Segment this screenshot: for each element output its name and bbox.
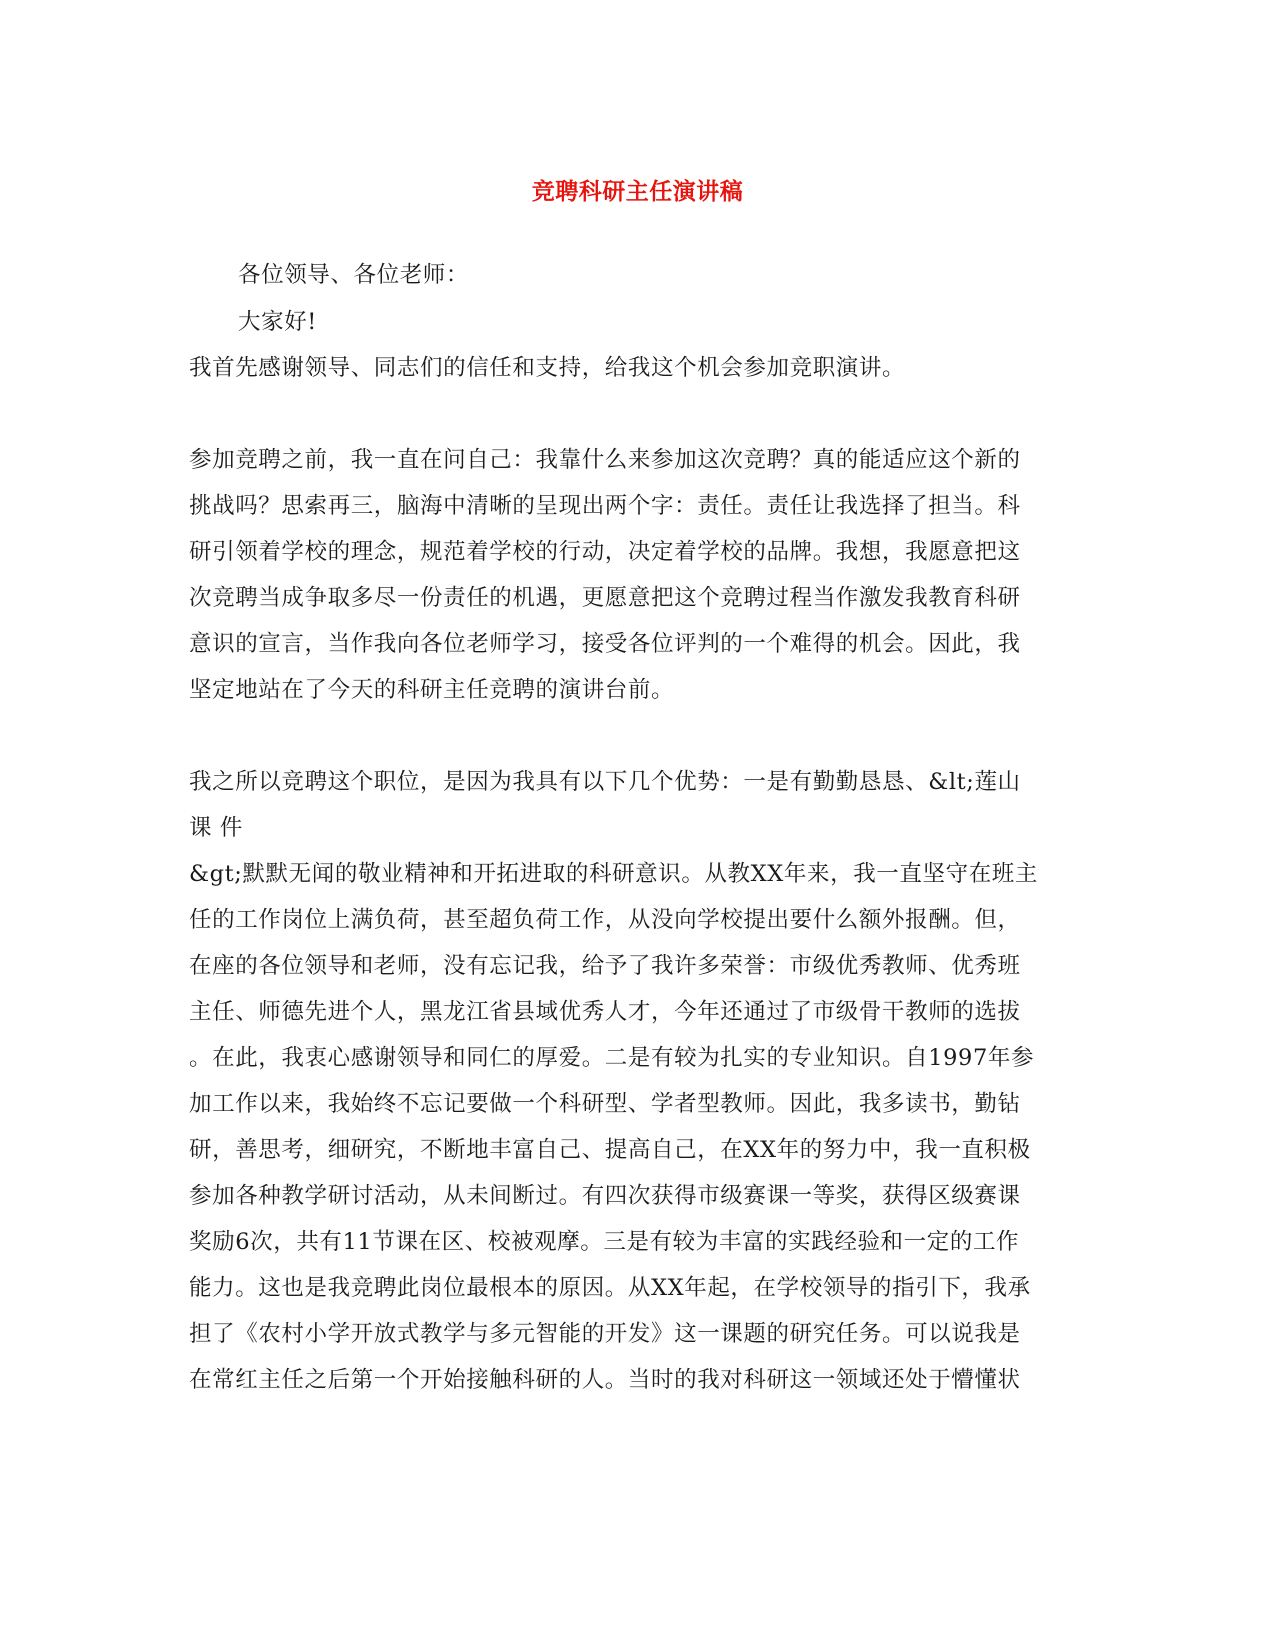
paragraph-line: 课 件 (189, 815, 243, 841)
paragraph-line: 参加各种教学研讨活动，从未间断过。有四次获得市级赛课一等奖，获得区级赛课 (189, 1183, 1021, 1209)
paragraph-line: 我首先感谢领导、同志们的信任和支持，给我这个机会参加竞职演讲。 (189, 355, 906, 381)
paragraph-line: 。在此，我衷心感谢领导和同仁的厚爱。二是有较为扎实的专业知识。自1997年参 (189, 1045, 1035, 1071)
greeting: 大家好! (238, 309, 317, 335)
paragraph-line: 担了《农村小学开放式教学与多元智能的开发》这一课题的研究任务。可以说我是 (189, 1321, 1021, 1347)
paragraph-line: 奖励6次，共有11节课在区、校被观摩。三是有较为丰富的实践经验和一定的工作 (189, 1229, 1020, 1255)
paragraph-line: 能力。这也是我竞聘此岗位最根本的原因。从XX年起，在学校领导的指引下，我承 (189, 1275, 1031, 1301)
salutation: 各位领导、各位老师： (238, 262, 470, 288)
paragraph-line: &gt;默默无闻的敬业精神和开拓进取的科研意识。从教XX年来，我一直坚守在班主 (189, 861, 1038, 887)
paragraph-line: 意识的宣言，当作我向各位老师学习，接受各位评判的一个难得的机会。因此，我 (189, 631, 1021, 657)
paragraph-line: 主任、师德先进个人，黑龙江省县域优秀人才，今年还通过了市级骨干教师的选拔 (189, 999, 1021, 1025)
paragraph-line: 参加竞聘之前，我一直在问自己：我靠什么来参加这次竞聘？真的能适应这个新的 (189, 447, 1021, 473)
paragraph-line: 挑战吗？思索再三，脑海中清晰的呈现出两个字：责任。责任让我选择了担当。科 (189, 493, 1021, 519)
paragraph-line: 在常红主任之后第一个开始接触科研的人。当时的我对科研这一领域还处于懵懂状 (189, 1367, 1021, 1393)
document-title: 竞聘科研主任演讲稿 (531, 178, 744, 205)
paragraph-line: 坚定地站在了今天的科研主任竞聘的演讲台前。 (189, 677, 675, 703)
paragraph-line: 加工作以来，我始终不忘记要做一个科研型、学者型教师。因此，我多读书，勤钻 (189, 1091, 1021, 1117)
paragraph-line: 次竞聘当成争取多尽一份责任的机遇，更愿意把这个竞聘过程当作激发我教育科研 (189, 585, 1021, 611)
paragraph-line: 研，善思考，细研究，不断地丰富自己、提高自己，在XX年的努力中，我一直积极 (189, 1137, 1031, 1163)
paragraph-line: 任的工作岗位上满负荷，甚至超负荷工作，从没向学校提出要什么额外报酬。但， (189, 907, 1021, 933)
paragraph-line: 在座的各位领导和老师，没有忘记我，给予了我许多荣誉：市级优秀教师、优秀班 (189, 953, 1021, 979)
paragraph-line: 我之所以竞聘这个职位，是因为我具有以下几个优势：一是有勤勤恳恳、&lt;莲山 (189, 769, 1021, 795)
paragraph-line: 研引领着学校的理念，规范着学校的行动，决定着学校的品牌。我想，我愿意把这 (189, 539, 1021, 565)
